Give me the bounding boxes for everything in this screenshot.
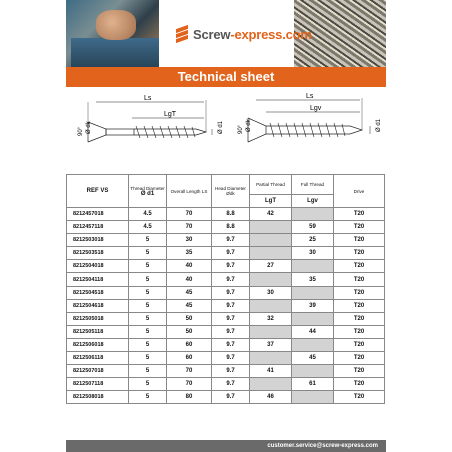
cell-full-thread: 45 [292, 352, 334, 365]
cell-drive: T20 [334, 312, 385, 325]
partial-thread-screw-drawing [88, 100, 212, 142]
cell-head-diameter: 9.7 [212, 273, 250, 286]
cell-overall-length: 70 [167, 378, 212, 391]
spec-table-body [67, 208, 385, 404]
cell-drive: T20 [334, 273, 385, 286]
cell-drive: T20 [334, 221, 385, 234]
footer-email[interactable]: customer.service@screw-express.com [267, 443, 378, 449]
footer-bar [66, 440, 386, 452]
cell-ref: 8212457018 [67, 208, 129, 221]
cell-partial-thread [250, 234, 292, 247]
table-row [67, 325, 385, 338]
cell-overall-length: 50 [167, 312, 212, 325]
brand-logo [176, 26, 312, 42]
cell-ref: 8212503018 [67, 234, 129, 247]
cell-thread-diameter: 5 [129, 325, 167, 338]
cell-overall-length: 70 [167, 365, 212, 378]
cell-thread-diameter: 5 [129, 260, 167, 273]
cell-ref: 8212508018 [67, 391, 129, 404]
cell-partial-thread: 46 [250, 391, 292, 404]
cell-drive: T20 [334, 378, 385, 391]
cell-thread-diameter: 5 [129, 286, 167, 299]
header-partial-thread: Partial Thread [250, 175, 292, 195]
cell-partial-thread [250, 247, 292, 260]
table-row [67, 378, 385, 391]
table-row [67, 260, 385, 273]
cell-drive: T20 [334, 338, 385, 351]
cell-partial-thread [250, 221, 292, 234]
cell-partial-thread: 30 [250, 286, 292, 299]
cell-partial-thread [250, 299, 292, 312]
cell-full-thread: 25 [292, 234, 334, 247]
header-thread-diameter-symbol: Ø d1 [140, 190, 155, 197]
cell-full-thread: 44 [292, 325, 334, 338]
cell-head-diameter: 9.7 [212, 299, 250, 312]
cell-thread-diameter: 5 [129, 273, 167, 286]
cell-overall-length: 50 [167, 325, 212, 338]
right-ls-label: Ls [306, 93, 314, 100]
table-row [67, 234, 385, 247]
cell-thread-diameter: 4.5 [129, 221, 167, 234]
cell-full-thread [292, 286, 334, 299]
brand-name: Screw [193, 26, 231, 42]
header-drive: Drive [334, 175, 385, 208]
cell-head-diameter: 9.7 [212, 325, 250, 338]
cell-head-diameter: 9.7 [212, 286, 250, 299]
sheet-title: Technical sheet [66, 67, 386, 87]
header-thread-diameter-label: Thread Diameter [130, 185, 165, 191]
cell-full-thread [292, 312, 334, 325]
cell-head-diameter: 9.7 [212, 365, 250, 378]
cell-head-diameter: 9.7 [212, 260, 250, 273]
right-dk-label: Ø dk [246, 119, 252, 132]
logo-mark-icon [176, 26, 190, 42]
table-row [67, 312, 385, 325]
cell-ref: 8212457118 [67, 221, 129, 234]
cell-head-diameter: 9.7 [212, 378, 250, 391]
cell-thread-diameter: 5 [129, 391, 167, 404]
cell-full-thread [292, 391, 334, 404]
right-lgv-label: Lgv [310, 105, 322, 112]
cell-partial-thread [250, 273, 292, 286]
cell-overall-length: 40 [167, 273, 212, 286]
cell-drive: T20 [334, 286, 385, 299]
cell-overall-length: 60 [167, 338, 212, 351]
header-head-diameter: Head Diameter Ødk [212, 175, 250, 208]
cell-partial-thread: 27 [250, 260, 292, 273]
cell-drive: T20 [334, 260, 385, 273]
cell-thread-diameter: 5 [129, 352, 167, 365]
cell-full-thread: 61 [292, 378, 334, 391]
cell-drive: T20 [334, 325, 385, 338]
cell-thread-diameter: 4.5 [129, 208, 167, 221]
cell-ref: 8212504018 [67, 260, 129, 273]
cell-overall-length: 45 [167, 299, 212, 312]
table-row [67, 273, 385, 286]
cell-drive: T20 [334, 365, 385, 378]
cell-ref: 8212507018 [67, 365, 129, 378]
cell-overall-length: 80 [167, 391, 212, 404]
left-lgt-label: LgT [164, 111, 177, 118]
cell-drive: T20 [334, 299, 385, 312]
table-row [67, 352, 385, 365]
cell-thread-diameter: 5 [129, 234, 167, 247]
cell-ref: 8212506118 [67, 352, 129, 365]
cell-overall-length: 70 [167, 221, 212, 234]
cell-ref: 8212504118 [67, 273, 129, 286]
right-d1-label: Ø d1 [376, 118, 382, 132]
cell-partial-thread: 37 [250, 338, 292, 351]
cell-overall-length: 45 [167, 286, 212, 299]
cell-head-diameter: 9.7 [212, 234, 250, 247]
cell-overall-length: 30 [167, 234, 212, 247]
right-angle-label: 90° [238, 124, 244, 134]
cell-partial-thread: 42 [250, 208, 292, 221]
cell-thread-diameter: 5 [129, 338, 167, 351]
cell-ref: 8212504518 [67, 286, 129, 299]
header-full-thread: Full Thread [292, 175, 334, 195]
left-ls-label: Ls [144, 95, 152, 102]
cell-head-diameter: 8.8 [212, 221, 250, 234]
cell-full-thread: 59 [292, 221, 334, 234]
left-d1-label: Ø d1 [218, 120, 224, 134]
spec-table [66, 174, 385, 404]
cell-head-diameter: 9.7 [212, 352, 250, 365]
cell-partial-thread [250, 378, 292, 391]
cell-full-thread: 39 [292, 299, 334, 312]
table-row [67, 365, 385, 378]
brand-suffix: -express.com [230, 26, 312, 42]
table-row [67, 208, 385, 221]
cell-partial-thread: 32 [250, 312, 292, 325]
cell-thread-diameter: 5 [129, 299, 167, 312]
cell-thread-diameter: 5 [129, 378, 167, 391]
cell-drive: T20 [334, 234, 385, 247]
cell-ref: 8212506018 [67, 338, 129, 351]
table-row [67, 299, 385, 312]
cell-overall-length: 40 [167, 260, 212, 273]
cell-head-diameter: 9.7 [212, 338, 250, 351]
cell-overall-length: 70 [167, 208, 212, 221]
cell-full-thread [292, 208, 334, 221]
workshop-photo [66, 0, 159, 67]
cell-head-diameter: 9.7 [212, 391, 250, 404]
left-angle-label: 90° [78, 126, 84, 136]
cell-overall-length: 35 [167, 247, 212, 260]
table-row [67, 338, 385, 351]
cell-ref: 8212503518 [67, 247, 129, 260]
left-dk-label: Ø dk [86, 121, 92, 134]
cell-full-thread: 35 [292, 273, 334, 286]
header-thread-diameter [129, 175, 167, 208]
cell-full-thread [292, 365, 334, 378]
cell-full-thread: 30 [292, 247, 334, 260]
cell-drive: T20 [334, 352, 385, 365]
cell-full-thread [292, 338, 334, 351]
header-ref: REF VS [67, 175, 129, 208]
cell-overall-length: 60 [167, 352, 212, 365]
cell-head-diameter: 8.8 [212, 208, 250, 221]
cell-partial-thread [250, 352, 292, 365]
cell-head-diameter: 9.7 [212, 312, 250, 325]
cell-ref: 8212504618 [67, 299, 129, 312]
cell-partial-thread: 41 [250, 365, 292, 378]
header-lgv: Lgv [292, 195, 334, 208]
cell-ref: 8212505118 [67, 325, 129, 338]
cell-drive: T20 [334, 208, 385, 221]
screw-diagrams [66, 92, 386, 170]
cell-full-thread [292, 260, 334, 273]
full-thread-screw-drawing [248, 98, 370, 142]
cell-ref: 8212505018 [67, 312, 129, 325]
cell-partial-thread [250, 325, 292, 338]
cell-drive: T20 [334, 247, 385, 260]
table-row [67, 391, 385, 404]
cell-thread-diameter: 5 [129, 247, 167, 260]
cell-thread-diameter: 5 [129, 365, 167, 378]
header-overall-length: Overall Length LS [167, 175, 212, 208]
header-lgt: LgT [250, 195, 292, 208]
cell-ref: 8212507118 [67, 378, 129, 391]
header-banner [66, 0, 386, 67]
cell-thread-diameter: 5 [129, 312, 167, 325]
table-row [67, 286, 385, 299]
table-row [67, 247, 385, 260]
cell-head-diameter: 9.7 [212, 247, 250, 260]
table-row [67, 221, 385, 234]
cell-drive: T20 [334, 391, 385, 404]
